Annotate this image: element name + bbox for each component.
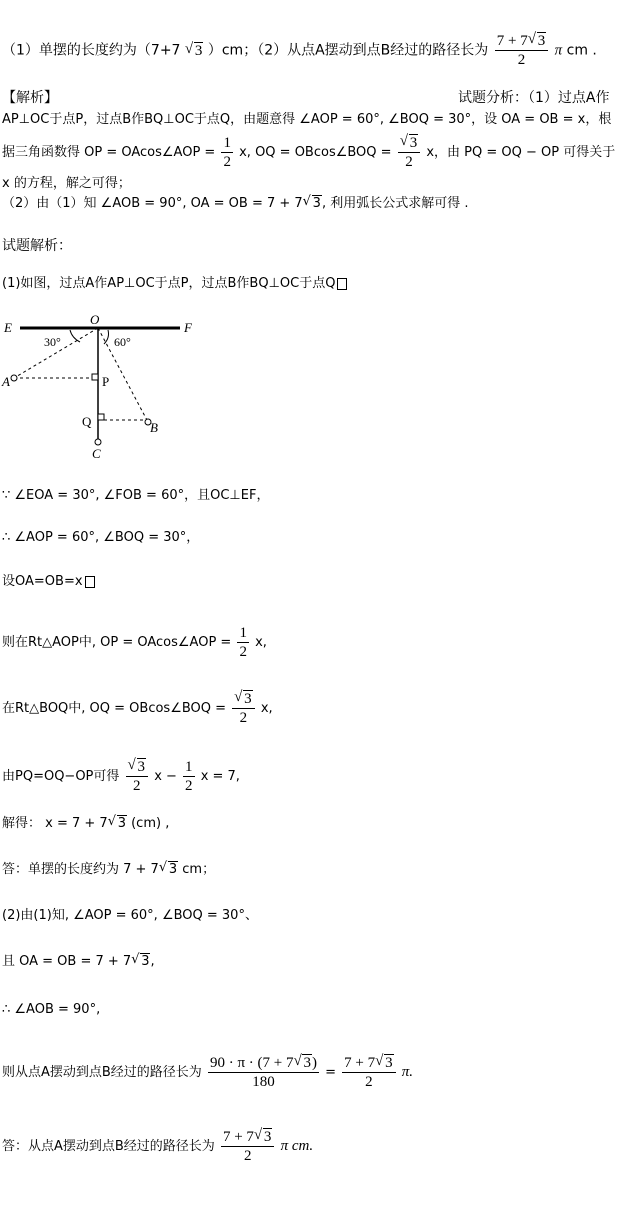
analysis-line-4: x 的方程，解之可得； bbox=[2, 176, 131, 191]
solution-step-5: 则在Rt△AOP中, OP = OAcos∠AOP = $\frac{1}{2}$ x, bbox=[2, 625, 267, 660]
right-angle-p bbox=[92, 374, 98, 380]
solution-step-1: (1)如图，过点A作AP⊥OC于点P，过点B作BQ⊥OC于点Q bbox=[2, 274, 347, 294]
label-30: 30° bbox=[44, 335, 61, 349]
point-c bbox=[95, 439, 101, 445]
point-a bbox=[11, 375, 17, 381]
solution-step-10: (2)由(1)知, ∠AOP = 60°, ∠BOQ = 30°、 bbox=[2, 908, 258, 923]
solution-title: 试题解析： bbox=[2, 238, 72, 254]
analysis-line-3: 据三角函数得 OP = OAcos∠AOP = $\frac{1}{2}$ x, OQ = OBcos∠BOQ = √ $\frac{3}{2}$ x，由 PQ = OQ − OP 可得关于 bbox=[2, 134, 615, 171]
label-b: B bbox=[150, 420, 158, 435]
solution-step-13: 则从点A摆动到点B经过的路径长为 $\frac{90 \cdot \pi \cdot (7 + 7√ 3)}{180}$ = $\frac{7 + 7√ 3}{2}$ π. bbox=[2, 1054, 413, 1091]
angle-arc-60 bbox=[104, 330, 109, 344]
label-e: E bbox=[4, 320, 12, 335]
label-60: 60° bbox=[114, 335, 131, 349]
solution-step-4: 设OA=OB=x bbox=[2, 572, 95, 592]
solution-step-7: 由PQ=OQ−OP可得 √ $\frac{3}{2}$ x − $\frac{1}{2}$ x = 7, bbox=[2, 758, 240, 795]
pendulum-diagram bbox=[0, 308, 220, 458]
sqrt-3: √ 3 bbox=[185, 41, 204, 61]
analysis-line-2: AP⊥OC于点P，过点B作BQ⊥OC于点Q，由题意得 ∠AOP = 60°, ∠BOQ = 30°，设 OA = OB = x，根 bbox=[2, 112, 612, 127]
label-o: O bbox=[90, 312, 100, 327]
label-p: P bbox=[102, 374, 110, 389]
analysis-intro: 试题分析：（1）过点A作 bbox=[458, 90, 610, 106]
angle-arc-30 bbox=[70, 330, 80, 342]
analysis-line-5: （2）由（1）知 ∠AOB = 90°, OA = OB = 7 + 7√ 3, 利用弧长公式求解可得 . bbox=[2, 194, 468, 214]
placeholder-box-icon bbox=[85, 576, 95, 588]
solution-step-3: ∴ ∠AOP = 60°, ∠BOQ = 30°， bbox=[2, 530, 200, 545]
placeholder-box-icon bbox=[337, 278, 347, 290]
analysis-title: 【解析】 bbox=[2, 90, 58, 106]
label-c: C bbox=[92, 446, 101, 458]
solution-step-2: ∵ ∠EOA = 30°, ∠FOB = 60°，且OC⊥EF， bbox=[2, 488, 270, 503]
solution-answer-1: 答：单摆的长度约为 7 + 7√ 3 cm； bbox=[2, 860, 215, 880]
solution-answer-2: 答：从点A摆动到点B经过的路径长为 $\frac{7 + 7√ 3}{2}$ π cm. bbox=[2, 1128, 313, 1165]
solution-step-12: ∴ ∠AOB = 90°, bbox=[2, 1002, 101, 1017]
solution-step-8: 解得： x = 7 + 7√ 3 (cm) , bbox=[2, 814, 169, 834]
label-f: F bbox=[184, 320, 192, 335]
solution-step-11: 且 OA = OB = 7 + 7√ 3, bbox=[2, 952, 155, 972]
right-angle-q bbox=[98, 414, 104, 420]
label-q: Q bbox=[82, 414, 92, 429]
path-length-fraction: $\frac{7 + 7√ 3}{2}$ bbox=[495, 32, 548, 69]
answer-summary: （1）单摆的长度约为（7+7 √ 3 ）cm；（2）从点A摆动到点B经过的路径长为 $\frac{7 + 7√ 3}{2}$ π cm . bbox=[2, 32, 597, 69]
label-a: A bbox=[2, 374, 10, 389]
solution-step-6: 在Rt△BOQ中, OQ = OBcos∠BOQ = √ $\frac{3}{2}$ x, bbox=[2, 690, 273, 727]
